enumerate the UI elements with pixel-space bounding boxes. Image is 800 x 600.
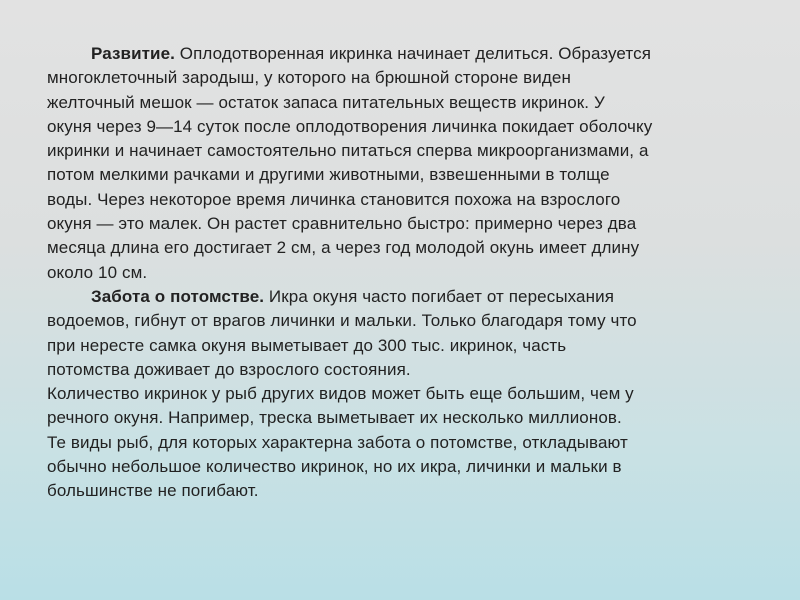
text-line: многоклеточный зародыш, у которого на брюшной стороне виден — [47, 68, 571, 88]
text-line: окуня через 9—14 суток после оплодотворения личинка покидает оболочку — [47, 116, 653, 136]
text-line: большинстве не погибают. — [47, 481, 259, 501]
text-line: обычно небольшое количество икринок, но их икра, личинки и мальки в — [47, 457, 622, 477]
care-heading: Забота о потомстве. — [91, 286, 265, 306]
text-line: икринки и начинает самостоятельно питаться сперва микроорганизмами, а — [47, 141, 649, 161]
care-first-line-text: Икра окуня часто погибает от пересыхания — [264, 286, 614, 306]
text-line: окуня — это малек. Он растет сравнительно быстро: примерно через два — [47, 214, 637, 234]
development-first-line-text: Оплодотворенная икринка начинает делиться. Образуется — [174, 44, 652, 63]
text-line: речного окуня. Например, треска выметывает их несколько миллионов. — [47, 408, 622, 428]
care-first-line — [47, 285, 767, 309]
text-line: потом мелкими рачками и другими животными, взвешенными в толще — [47, 165, 610, 185]
text-line: месяца длина его достигает 2 см, а через год молодой окунь имеет длину — [47, 238, 640, 258]
text-line: около 10 см. — [47, 262, 148, 282]
text-body — [47, 42, 767, 504]
text-line: водоемов, гибнут от врагов личинки и мальки. Только благодаря тому что — [47, 311, 637, 331]
text-line: при нересте самка окуня выметывает до 300 тыс. икринок, часть — [47, 335, 567, 355]
text-line: воды. Через некоторое время личинка становится похожа на взрослого — [47, 189, 621, 209]
development-first-line — [47, 42, 767, 66]
text-line: Количество икринок у рыб других видов может быть еще большим, чем у — [47, 384, 634, 404]
text-line: Те виды рыб, для которых характерна забота о потомстве, откладывают — [47, 432, 628, 452]
text-line: потомства доживает до взрослого состояния. — [47, 359, 411, 379]
development-heading: Развитие. — [91, 44, 175, 63]
text-line: желточный мешок — остаток запаса питательных веществ икринок. У — [47, 92, 605, 112]
